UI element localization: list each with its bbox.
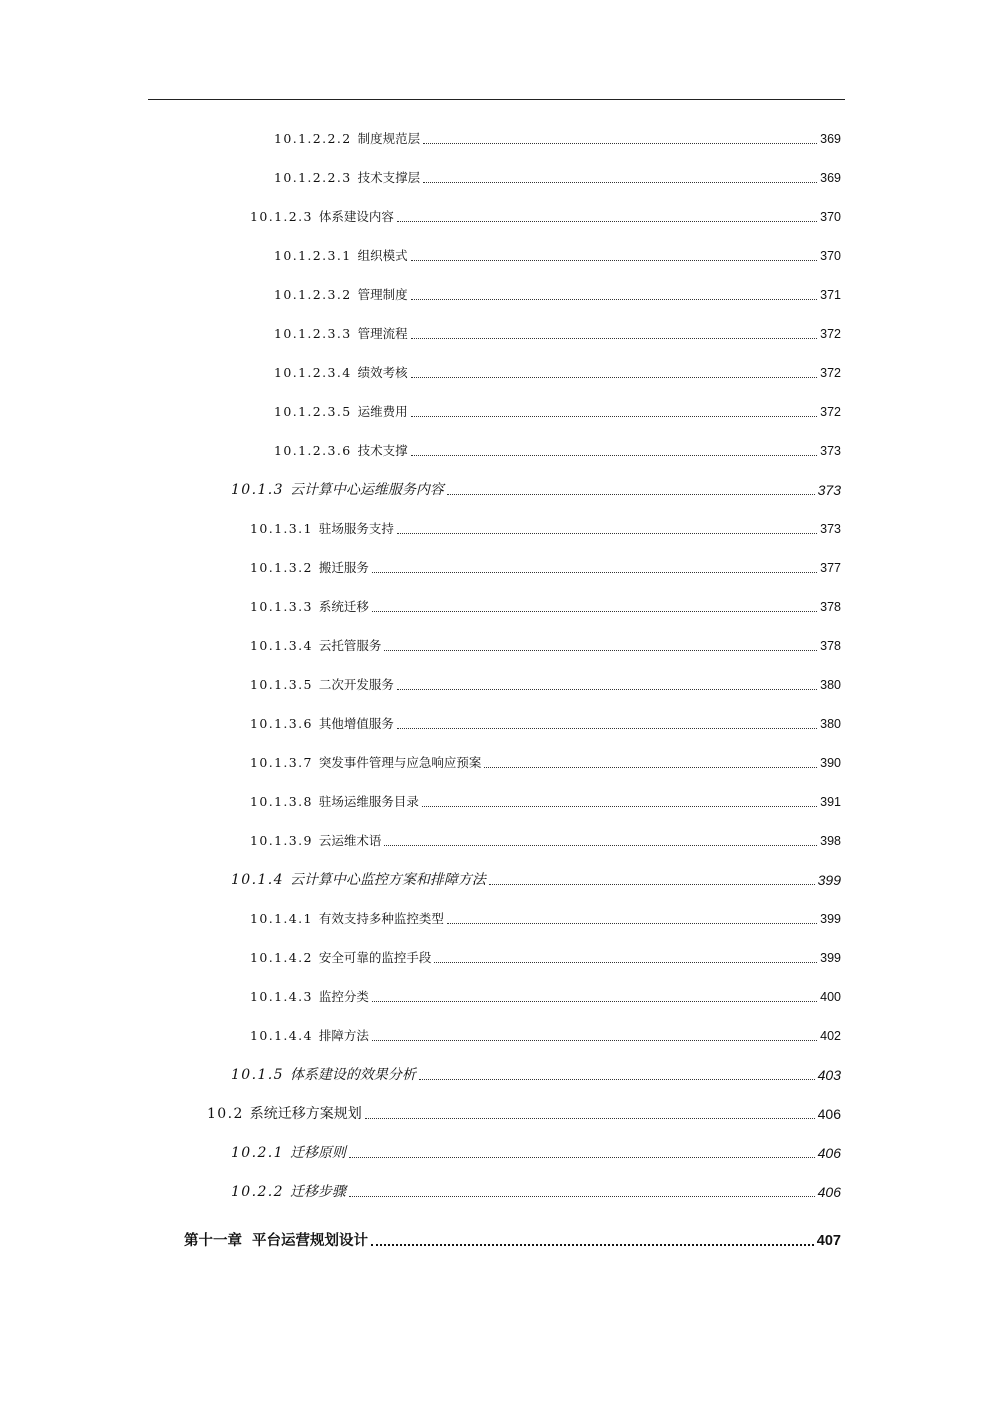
toc-entry-number: 10.2.1 (231, 1145, 284, 1161)
toc-entry-page-number: 406 (817, 1184, 841, 1200)
toc-entry-page-number: 377 (820, 561, 841, 575)
toc-dot-leader (384, 650, 817, 651)
toc-entry[interactable] (207, 1104, 841, 1124)
toc-entry-number: 10.1.4.2 (250, 950, 313, 965)
toc-entry-page-number: 372 (820, 366, 841, 380)
toc-entry-page-number: 407 (816, 1233, 841, 1249)
toc-entry[interactable] (250, 987, 841, 1007)
toc-entry-title: 云托管服务 (318, 638, 382, 653)
toc-entry[interactable] (250, 792, 841, 812)
toc-dot-leader (434, 962, 817, 963)
toc-entry[interactable] (250, 714, 841, 734)
toc-entry-page-number: 406 (817, 1145, 841, 1161)
toc-dot-leader (411, 338, 818, 339)
toc-entry[interactable] (250, 558, 841, 578)
toc-entry-title: 云计算中心运维服务内容 (289, 482, 444, 498)
toc-dot-leader (372, 1040, 817, 1041)
toc-entry-number: 10.1.2.3 (250, 209, 313, 224)
toc-entry-page-number: 370 (820, 210, 841, 224)
toc-entry-number: 10.1.3.2 (250, 560, 313, 575)
toc-dot-leader (371, 1244, 814, 1246)
toc-dot-leader (397, 728, 817, 729)
toc-dot-leader (349, 1196, 815, 1197)
toc-entry[interactable] (250, 1026, 841, 1046)
toc-entry[interactable] (274, 285, 841, 305)
toc-entry[interactable] (231, 1182, 841, 1202)
toc-dot-leader (411, 260, 818, 261)
toc-entry-page-number: 373 (817, 482, 841, 498)
toc-entry-number: 10.1.3.4 (250, 638, 313, 653)
toc-entry-page-number: 373 (820, 522, 841, 536)
toc-entry-title: 迁移原则 (289, 1145, 346, 1161)
toc-entry-page-number: 372 (820, 327, 841, 341)
toc-entry-title: 驻场运维服务目录 (318, 794, 419, 809)
toc-entry-number: 10.1.3.7 (250, 755, 313, 770)
toc-entry[interactable] (250, 948, 841, 968)
toc-entry-number: 第十一章 (184, 1233, 242, 1249)
toc-entry-title: 监控分类 (318, 989, 369, 1004)
toc-entry[interactable] (250, 675, 841, 695)
toc-entry-page-number: 400 (820, 990, 841, 1004)
toc-dot-leader (365, 1118, 815, 1119)
toc-entry[interactable] (250, 753, 841, 773)
toc-entry-page-number: 369 (820, 132, 841, 146)
toc-entry-page-number: 371 (820, 288, 841, 302)
toc-entry-title: 技术支撑 (357, 443, 408, 458)
toc-entry-title: 平台运营规划设计 (252, 1233, 368, 1249)
toc-entry-title: 安全可靠的监控手段 (318, 950, 432, 965)
toc-entry-page-number: 370 (820, 249, 841, 263)
toc-entry[interactable] (274, 129, 841, 149)
toc-entry-number: 10.1.2.3.5 (274, 404, 352, 419)
toc-entry[interactable] (250, 207, 841, 227)
toc-dot-leader (423, 182, 817, 183)
toc-entry-title: 云计算中心监控方案和排障方法 (289, 872, 486, 888)
toc-entry[interactable] (231, 480, 841, 500)
toc-entry-page-number: 380 (820, 678, 841, 692)
toc-entry-number: 10.1.3 (231, 482, 284, 498)
toc-entry-title: 排障方法 (318, 1028, 369, 1043)
toc-dot-leader (419, 1079, 815, 1080)
toc-dot-leader (489, 884, 815, 885)
toc-entry-page-number: 399 (820, 951, 841, 965)
toc-entry-page-number: 369 (820, 171, 841, 185)
toc-dot-leader (397, 221, 817, 222)
toc-entry-number: 10.1.3.3 (250, 599, 313, 614)
toc-entry[interactable] (274, 363, 841, 383)
toc-entry-number: 10.1.3.8 (250, 794, 313, 809)
toc-entry-page-number: 402 (820, 1029, 841, 1043)
toc-dot-leader (349, 1157, 815, 1158)
toc-entry-number: 10.2 (207, 1106, 244, 1122)
toc-entry-title: 突发事件管理与应急响应预案 (318, 755, 482, 770)
toc-entry-title: 绩效考核 (357, 365, 408, 380)
toc-dot-leader (411, 377, 818, 378)
toc-dot-leader (411, 416, 818, 417)
toc-dot-leader (423, 143, 817, 144)
toc-entry-title: 有效支持多种监控类型 (318, 911, 444, 926)
toc-entry-title: 管理制度 (357, 287, 408, 302)
toc-entry-title: 运维费用 (357, 404, 408, 419)
toc-dot-leader (397, 533, 817, 534)
toc-dot-leader (484, 767, 817, 768)
toc-entry-number: 10.1.3.5 (250, 677, 313, 692)
toc-entry-number: 10.1.5 (231, 1067, 284, 1083)
toc-entry-title: 其他增值服务 (318, 716, 394, 731)
toc-entry-page-number: 390 (820, 756, 841, 770)
toc-entry[interactable] (274, 246, 841, 266)
toc-entry[interactable] (274, 168, 841, 188)
toc-entry-number: 10.2.2 (231, 1184, 284, 1200)
toc-dot-leader (447, 494, 815, 495)
toc-entry-title: 系统迁移方案规划 (249, 1106, 362, 1122)
toc-entry-page-number: 398 (820, 834, 841, 848)
toc-entry[interactable] (184, 1231, 841, 1251)
toc-entry-title: 制度规范层 (357, 131, 421, 146)
toc-entry-page-number: 403 (817, 1067, 841, 1083)
toc-entry[interactable] (274, 324, 841, 344)
toc-entry-number: 10.1.2.2.2 (274, 131, 352, 146)
toc-entry-number: 10.1.4.3 (250, 989, 313, 1004)
toc-entry[interactable] (231, 1143, 841, 1163)
toc-entry-page-number: 380 (820, 717, 841, 731)
toc-dot-leader (372, 1001, 817, 1002)
toc-entry-page-number: 378 (820, 600, 841, 614)
toc-dot-leader (411, 299, 818, 300)
toc-entry-title: 系统迁移 (318, 599, 369, 614)
toc-entry-title: 体系建设内容 (318, 209, 394, 224)
toc-entry-number: 10.1.3.9 (250, 833, 313, 848)
toc-entry-number: 10.1.4.4 (250, 1028, 313, 1043)
toc-entry[interactable] (250, 519, 841, 539)
toc-entry[interactable] (250, 831, 841, 851)
toc-entry-title: 二次开发服务 (318, 677, 394, 692)
toc-entry-number: 10.1.3.1 (250, 521, 313, 536)
toc-entry-page-number: 391 (820, 795, 841, 809)
header-rule (148, 99, 845, 100)
toc-entry-title: 组织模式 (357, 248, 408, 263)
toc-entry[interactable] (231, 1065, 841, 1085)
toc-entry-page-number: 399 (817, 872, 841, 888)
toc-entry-number: 10.1.3.6 (250, 716, 313, 731)
toc-entry-title: 驻场服务支持 (318, 521, 394, 536)
toc-entry-title: 搬迁服务 (318, 560, 369, 575)
toc-entry[interactable] (250, 909, 841, 929)
toc-entry-number: 10.1.4.1 (250, 911, 313, 926)
toc-entry-title: 迁移步骤 (289, 1184, 346, 1200)
toc-entry-title: 管理流程 (357, 326, 408, 341)
toc-entry-number: 10.1.2.3.3 (274, 326, 352, 341)
toc-entry-number: 10.1.2.3.4 (274, 365, 352, 380)
toc-entry[interactable] (274, 402, 841, 422)
toc-entry-page-number: 399 (820, 912, 841, 926)
toc-entry-title: 云运维术语 (318, 833, 382, 848)
toc-entry-title: 技术支撑层 (357, 170, 421, 185)
toc-entry[interactable] (250, 597, 841, 617)
toc-dot-leader (422, 806, 817, 807)
toc-entry[interactable] (231, 870, 841, 890)
toc-dot-leader (372, 611, 817, 612)
toc-entry-number: 10.1.2.3.6 (274, 443, 352, 458)
toc-entry-number: 10.1.2.3.1 (274, 248, 352, 263)
toc-entry[interactable] (250, 636, 841, 656)
toc-dot-leader (372, 572, 817, 573)
toc-entry-page-number: 373 (820, 444, 841, 458)
toc-entry-title: 体系建设的效果分析 (289, 1067, 416, 1083)
toc-entry-page-number: 372 (820, 405, 841, 419)
toc-entry[interactable] (274, 441, 841, 461)
toc-entry-number: 10.1.2.2.3 (274, 170, 352, 185)
toc-entry-page-number: 378 (820, 639, 841, 653)
toc-dot-leader (397, 689, 817, 690)
toc-dot-leader (447, 923, 817, 924)
toc-entry-number: 10.1.2.3.2 (274, 287, 352, 302)
toc-entry-number: 10.1.4 (231, 872, 284, 888)
toc-dot-leader (411, 455, 818, 456)
toc-dot-leader (384, 845, 817, 846)
toc-entry-page-number: 406 (817, 1106, 841, 1122)
